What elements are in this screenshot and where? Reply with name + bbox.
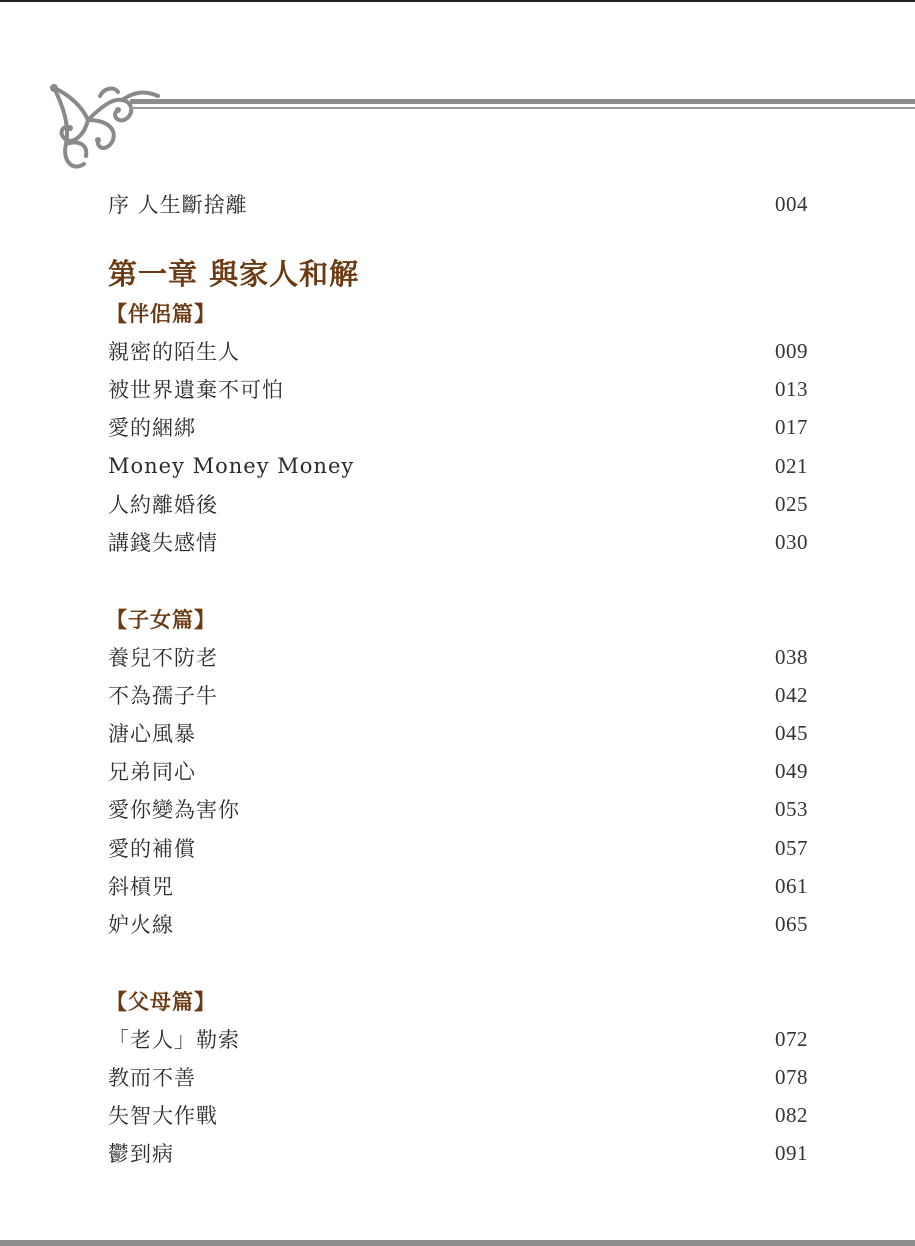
toc-entry[interactable] <box>108 1101 808 1129</box>
toc-entry-title: 斜槓兕 <box>108 875 174 899</box>
toc-entry-page: 072 <box>775 1026 808 1051</box>
toc-entry-title: 人約離婚後 <box>108 493 218 517</box>
toc-entry-title: 親密的陌生人 <box>108 340 240 364</box>
toc-entry[interactable] <box>108 910 808 938</box>
toc-entry-page: 025 <box>775 491 808 516</box>
bottom-border <box>0 1240 915 1246</box>
toc-entry-page: 053 <box>775 796 808 821</box>
header-rule-thin <box>130 107 915 109</box>
section-heading-parents: 【父母篇】 <box>106 989 216 1014</box>
toc-entry[interactable] <box>108 643 808 671</box>
toc-entry-page: 017 <box>775 414 808 439</box>
toc-entry-page: 030 <box>775 529 808 554</box>
toc-entry-title: 妒火線 <box>108 913 174 937</box>
toc-entry-title: 被世界遺棄不可怕 <box>108 378 284 402</box>
toc-entry[interactable] <box>108 1025 808 1053</box>
toc-entry[interactable] <box>108 490 808 518</box>
toc-entry-title: 愛你變為害你 <box>108 798 240 822</box>
toc-entry-title: 「老人」勒索 <box>108 1028 240 1052</box>
toc-entry[interactable] <box>108 528 808 556</box>
toc-entry-title: 愛的補償 <box>108 837 196 861</box>
toc-entry-page: 021 <box>775 453 808 478</box>
toc-entry-preface[interactable] <box>108 190 808 218</box>
toc-entry[interactable] <box>108 1139 808 1167</box>
toc-entry-page: 004 <box>775 191 808 216</box>
flourish-ornament-icon <box>48 80 188 180</box>
toc-entry-title: 失智大作戰 <box>108 1104 218 1128</box>
header-rule-thick <box>130 99 915 104</box>
toc-entry-page: 091 <box>775 1140 808 1165</box>
toc-entry-page: 065 <box>775 911 808 936</box>
top-border <box>0 0 915 2</box>
toc-entry[interactable] <box>108 757 808 785</box>
toc-entry-title: 愛的綑綁 <box>108 416 196 440</box>
section-heading-partner: 【伴侶篇】 <box>106 301 216 326</box>
toc-entry[interactable] <box>108 681 808 709</box>
toc-entry[interactable] <box>108 1063 808 1091</box>
toc-entry[interactable] <box>108 413 808 441</box>
toc-entry-title: 序 人生斷捨離 <box>108 193 248 217</box>
toc-entry-title: 養兒不防老 <box>108 646 218 670</box>
toc-entry-title: 兄弟同心 <box>108 760 196 784</box>
toc-entry-page: 082 <box>775 1102 808 1127</box>
toc-entry[interactable] <box>108 375 808 403</box>
toc-entry-page: 049 <box>775 758 808 783</box>
section-heading-children: 【子女篇】 <box>106 607 216 632</box>
toc-entry[interactable] <box>108 795 808 823</box>
toc-entry[interactable] <box>108 872 808 900</box>
toc-entry-page: 038 <box>775 644 808 669</box>
toc-entry-title: 講錢失感情 <box>108 531 218 555</box>
toc-entry[interactable] <box>108 452 808 480</box>
toc-entry-page: 045 <box>775 720 808 745</box>
toc-entry[interactable] <box>108 337 808 365</box>
toc-entry-page: 057 <box>775 835 808 860</box>
toc-entry[interactable] <box>108 834 808 862</box>
toc-entry-title: Money Money Money <box>108 454 355 478</box>
toc-entry-page: 013 <box>775 376 808 401</box>
toc-entry[interactable] <box>108 719 808 747</box>
toc-entry-title: 教而不善 <box>108 1066 196 1090</box>
toc-entry-title: 不為孺子牛 <box>108 684 218 708</box>
toc-entry-page: 042 <box>775 682 808 707</box>
toc-entry-title: 鬱到病 <box>108 1142 174 1166</box>
toc-entry-page: 009 <box>775 338 808 363</box>
toc-entry-page: 061 <box>775 873 808 898</box>
toc-entry-title: 溏心風暴 <box>108 722 196 746</box>
toc-entry-page: 078 <box>775 1064 808 1089</box>
chapter-title: 第一章 與家人和解 <box>108 257 360 291</box>
